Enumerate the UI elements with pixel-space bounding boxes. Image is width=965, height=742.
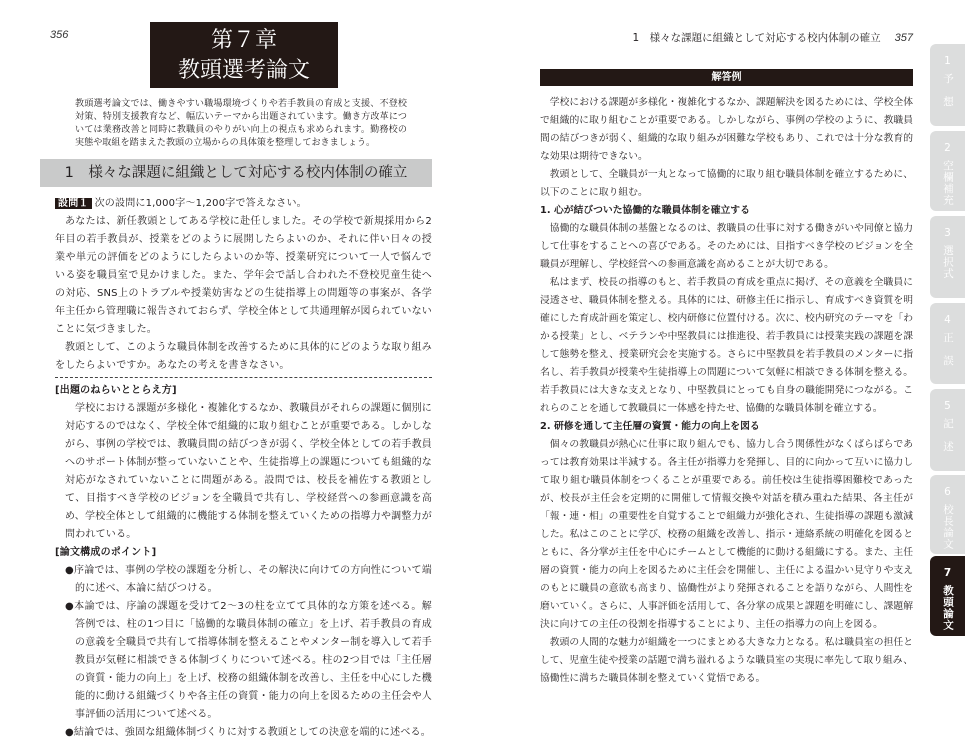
answer-paragraph: 教頭として、全職員が一丸となって協働的に取り組む職員体制を確立するために、以下のことに取り組む。 <box>540 169 913 198</box>
side-tab-6[interactable] <box>930 475 965 554</box>
answer-paragraph: 私はまず、校長の指導のもと、若手教員の育成を重点に掲げ、その意義を全職員に浸透させ、職員体制を整える。具体的には、研修主任に指示し、育成すべき資質を明確にした育成計画を策定し、校内研修に位置付ける。次に、校内研究のテーマを「わかる授業」とし、ベテランや中堅教員には推進役、若手教員には授業実践の課題を課して態勢を整え、授業研究会を実施する。さらに中堅教員を若手教員のメンターに指名し、若手教員が授業や生徒指導上の問題について気軽に相談できる体制を整える。若手教員には大きな支えとなり、中堅教員にとっても自身の職能開発につながる。これらのことを通して教職員に一体感を持たせ、協働的な職員体制を確立する。 <box>540 277 913 414</box>
tab-number: 3 <box>944 227 951 239</box>
side-tab-7-active[interactable] <box>930 556 965 636</box>
tab-label: 記 述 <box>942 418 954 453</box>
section1-heading: 1. 心が結びついた協働的な職員体制を確立する <box>540 205 750 216</box>
tab-number: 6 <box>944 486 951 498</box>
chapter-title-box <box>150 22 338 88</box>
tab-label: 予 想 <box>942 73 954 108</box>
side-tab-3[interactable] <box>930 216 965 298</box>
tab-label: 選択式 <box>942 245 954 280</box>
answer-body <box>540 94 913 688</box>
answer-paragraph: 協働的な職員体制の基盤となるのは、教職員の仕事に対する働きがいや同僚と協力して仕事をすることへの喜びである。そのためには、目指すべき学校のビジョンを全職員が理解し、学校経営への参画意識を高めることが大切である。 <box>540 223 913 270</box>
chapter-number: 第７章 <box>210 28 277 53</box>
tab-label: 校長論文 <box>942 504 954 550</box>
tab-number: 7 <box>943 567 952 579</box>
question-instruction: 次の設問に1,000字〜1,200字で答えなさい。 <box>94 198 307 209</box>
tab-number: 5 <box>944 400 951 412</box>
section2-heading: 2. 研修を通して主任層の資質・能力の向上を図る <box>540 421 760 432</box>
point-item: ●序論では、事例の学校の課題を分析し、その解決に向けての方向性について端的に述べ、本論に結びつける。 <box>65 565 432 594</box>
tab-number: 2 <box>944 142 951 154</box>
section-title: 1 様々な課題に組織として対応する校内体制の確立 <box>40 159 432 187</box>
tab-number: 4 <box>944 314 951 326</box>
page-number-left: 356 <box>50 29 69 41</box>
points-heading: [論文構成のポイント] <box>55 547 157 558</box>
question-paragraph: あなたは、新任教頭としてある学校に赴任しました。その学校で新規採用から2年目の若手教員が、授業をどのように展開したらよいのか、それに伴い日々の授業や単元の評価をどのようにしたらよいのか等、授業研究について一人で悩んでいる姿を職員室で見かけました。また、学年会で話し合われた不登校児童生徒への対応、SNS上のトラブルや授業妨害などの生徒指導上の問題等の事案が、各学年主任から管理職に報告されておらず、学校全体として共通理解が図られていないことに気づきました。 <box>55 216 432 335</box>
chapter-intro: 教頭選考論文では、働きやすい職場環境づくりや若手教員の育成と支援、不登校対策、特別支援教育など、幅広いテーマから出題されています。働き方改革については業務改善と同時に教職員のやりがい向上の視点も求められます。勤務校の実態や取組を踏まえた教頭の立場からの具体策を整理しておきましょう。 <box>75 99 407 148</box>
side-tab-2[interactable] <box>930 131 965 211</box>
tab-number: 1 <box>944 55 951 67</box>
side-tab-5[interactable] <box>930 389 965 471</box>
question-block <box>55 195 432 742</box>
side-tab-1[interactable] <box>930 44 965 126</box>
chapter-title: 教頭選考論文 <box>177 58 310 83</box>
running-head: 1 様々な課題に組織として対応する校内体制の確立 <box>632 32 881 44</box>
tab-label: 空欄補充 <box>942 160 954 206</box>
question-paragraph: 教頭として、このような職員体制を改善するために具体的にどのような取り組みをしたらよいですか。あなたの考えを書きなさい。 <box>55 342 432 371</box>
answer-paragraph: 学校における課題が多様化・複雑化するなか、課題解決を図るためには、学校全体で組織的に取り組むことが重要である。しかしながら、事例の学校のように、教職員間の結びつきが弱く、組織的な取り組みが困難な学校もあり、これでは十分な教育的な効果は期待できない。 <box>540 97 913 162</box>
divider <box>55 377 432 378</box>
page-number-right: 357 <box>894 32 913 44</box>
answer-conclusion: 教頭の人間的な魅力が組織を一つにまとめる大きな力となる。私は職員室の担任として、児童生徒や授業の話題で満ち溢れるような職員室の実現に率先して取り組み、協働性に満ちた職員体制を整えていく覚悟である。 <box>540 637 913 684</box>
aim-text: 学校における課題が多様化・複雑化するなか、教職員がそれらの課題に個別に対応するのではなく、学校全体で組織的に取り組むことが重要である。しかしながら、事例の学校では、教職員間の結びつきが弱く、学校全体としての若手教員へのサポート体制が整っていないことや、生徒指導上の課題についても組織的な対応がなされていないことに問題がある。設問では、校長を補佐する教頭として、目指すべき学校のビジョンを全職員で共有し、学校経営への参画意識を高め、学校全体として組織的に機能する体制を整えていくための指導力や調整力が問われている。 <box>65 403 432 540</box>
left-page <box>40 22 432 742</box>
tab-label: 正 誤 <box>942 332 954 367</box>
tab-label: 教頭論文 <box>942 585 954 631</box>
aim-heading: [出題のねらいととらえ方] <box>55 385 177 396</box>
point-item: ●本論では、序論の課題を受けて2〜3の柱を立てて具体的な方策を述べる。解答例では、柱の1つ目に「協働的な職員体制の確立」を上げ、若手教員の育成の意義を全職員で共有して指導体制を整えることやメンター制を導入して若手教員が気軽に相談できる体制づくりについて述べる。柱の2つ目では「主任層の資質・能力の向上」を上げ、校務の組織体制を改善し、主任を中心にした機能的に動ける組織づくりや各主任の資質・能力の向上を図るための主任会や人事評価の活用について述べる。 <box>65 601 432 720</box>
point-item: ●結論では、強固な組織体制づくりに対する教頭としての決意を端的に述べる。 <box>65 727 431 738</box>
question-tag: 設問１ <box>55 198 92 209</box>
right-page-header <box>540 30 913 45</box>
answer-paragraph: 個々の教職員が熱心に仕事に取り組んでも、協力し合う関係性がなくばらばらであっては教育効果は半減する。各主任が指導力を発揮し、目的に向かって互いに協力して取り組む職員体制をつくることが重要である。前任校は生徒指導困難校であったが、校長が主任会を定期的に開催して情報交換や対話を積み重ねた結果、各主任が「報・連・相」の重要性を自覚することで組織力が強化され、生徒指導の課題も激減した。私はこのことに学び、校務の組織を改善し、指示・連絡系統の明確化を図るとともに、各分掌が主任を中心にチームとして機能的に動ける組織にする。また、主任層の資質・能力の向上を図るために主任会を開催し、主任による温かい見守りや支えのもとに職員の意欲も高まり、協働性がより発揮されることを語りながら、人間性を磨いていく。さらに、人事評価を活用して、各分掌の成果と課題を明確にし、課題解決に向けての主任の役割を指導することにより、主任の指導力の向上を図る。 <box>540 439 913 630</box>
side-tab-4[interactable] <box>930 303 965 384</box>
answer-label: 解答例 <box>540 69 913 86</box>
right-page <box>540 30 913 688</box>
